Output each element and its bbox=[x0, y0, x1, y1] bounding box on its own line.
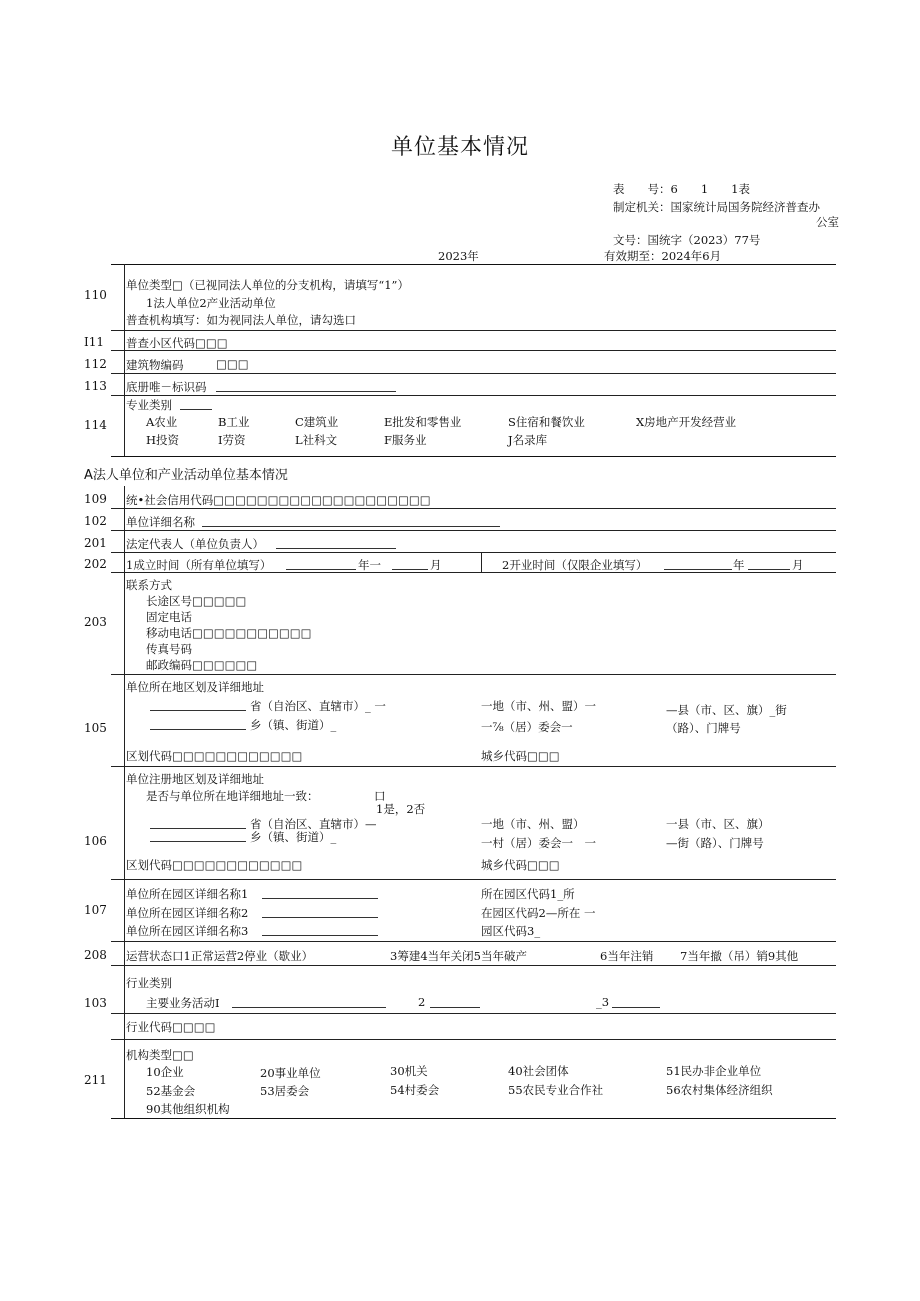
village-committee-label: 一⅞（居）委会一 bbox=[481, 720, 573, 734]
building-code-field[interactable]: □□□ bbox=[216, 357, 249, 371]
reg-township-label: 乡（镇、街道）_ bbox=[250, 830, 337, 844]
reg-village-committee-label: 一村（居）委会一 一 bbox=[481, 836, 596, 850]
established-date-label: 1成立时间（所有单位填写） bbox=[126, 558, 272, 572]
reg-county-label: 一县（市、区、旗） bbox=[666, 817, 770, 831]
row-divider bbox=[111, 965, 836, 966]
row-number-112: 112 bbox=[84, 357, 107, 371]
form-number: 表 号：6 1 1表 bbox=[613, 182, 750, 196]
reg-division-code-field[interactable]: 区划代码□□□□□□□□□□□□ bbox=[126, 858, 303, 872]
table-top-border bbox=[111, 264, 836, 265]
industry-category-label: 行业类别 bbox=[126, 976, 172, 990]
specialty-services: F服务业 bbox=[384, 433, 427, 447]
park-code-1-field[interactable]: 所在园区代码1_所 bbox=[481, 887, 575, 901]
same-address-question: 是否与单位所在地详细地址一致： bbox=[146, 789, 319, 803]
reg-province-field[interactable] bbox=[150, 818, 246, 829]
park-name-3-label: 单位所在园区详细名称3 bbox=[126, 924, 249, 938]
unit-type-label: 单位类型□（已视同法人单位的分支机构，请填写“1”） bbox=[126, 278, 409, 292]
row-number-107: 107 bbox=[84, 903, 107, 917]
legal-representative-label: 法定代表人（单位负责人） bbox=[126, 537, 264, 551]
main-activity-1-field[interactable] bbox=[232, 997, 386, 1008]
specialty-labor: I劳资 bbox=[218, 433, 246, 447]
row-divider bbox=[111, 530, 836, 531]
row-divider bbox=[111, 766, 836, 767]
legal-representative-field[interactable] bbox=[276, 538, 396, 549]
established-year-unit: 年一 bbox=[358, 558, 381, 572]
province-label: 省（自治区、直辖市）_ 一 bbox=[250, 699, 386, 713]
specialty-construction: C建筑业 bbox=[295, 415, 339, 429]
operating-status-options-2: 3筹建4当年关闭5当年破产 bbox=[390, 949, 527, 963]
park-name-1-field[interactable] bbox=[262, 888, 378, 899]
row-number-105: 105 bbox=[84, 721, 107, 735]
row-number-203: 203 bbox=[84, 615, 107, 629]
issuing-authority-cont: 公室 bbox=[816, 215, 839, 229]
area-code-field[interactable]: 长途区号□□□□□ bbox=[146, 594, 247, 608]
park-code-2-field[interactable]: 在园区代码2—所在 一 bbox=[481, 906, 596, 920]
specialty-category-label: 专业类别 bbox=[126, 398, 172, 412]
number-column-divider bbox=[124, 264, 125, 456]
specialty-real-estate: X房地产开发经营业 bbox=[636, 415, 737, 429]
institution-government: 30机关 bbox=[390, 1064, 428, 1078]
prefecture-label: 一地（市、州、盟）一 bbox=[481, 699, 596, 713]
operating-status-options-4: 7当年撤（吊）销9其他 bbox=[680, 949, 799, 963]
established-year-field[interactable] bbox=[286, 559, 356, 570]
row-divider bbox=[111, 330, 836, 331]
institution-social-group: 40社会团体 bbox=[508, 1064, 569, 1078]
page-title: 单位基本情况 bbox=[390, 135, 529, 160]
census-agency-note[interactable]: 普查机构填写：如为视同法人单位，请勾选口 bbox=[126, 313, 356, 327]
specialty-wholesale-retail: E批发和零售业 bbox=[384, 415, 462, 429]
institution-public-institution: 20事业单位 bbox=[260, 1066, 321, 1080]
fax-field[interactable]: 传真号码 bbox=[146, 642, 192, 656]
row-number-110: 110 bbox=[84, 288, 107, 302]
county-street-label: —县（市、区、旗）_街 bbox=[666, 703, 787, 717]
institution-village-committee: 54村委会 bbox=[390, 1083, 440, 1097]
park-code-3-field[interactable]: 园区代码3_ bbox=[481, 924, 541, 938]
township-field[interactable] bbox=[150, 719, 246, 730]
landline-field[interactable]: 固定电话 bbox=[146, 610, 192, 624]
credit-code-field[interactable]: 统•社会信用代码□□□□□□□□□□□□□□□□□□□□ bbox=[126, 493, 431, 507]
park-name-1-label: 单位所在园区详细名称1 bbox=[126, 887, 249, 901]
opening-date-label: 2开业时间（仅限企业填写） bbox=[502, 558, 648, 572]
issuing-authority: 制定机关：国家统计局国务院经济普查办 bbox=[613, 200, 820, 214]
mobile-field[interactable]: 移动电话□□□□□□□□□□□ bbox=[146, 626, 312, 640]
institution-other: 90其他组织机构 bbox=[146, 1102, 230, 1116]
contact-label: 联系方式 bbox=[126, 578, 172, 592]
institution-residents-committee: 53居委会 bbox=[260, 1084, 310, 1098]
section-a-heading: A法人单位和产业活动单位基本情况 bbox=[84, 468, 288, 483]
row-number-103: 103 bbox=[84, 996, 107, 1010]
main-activity-2-label: 2 bbox=[418, 995, 426, 1009]
form-year: 2023年 bbox=[438, 249, 479, 263]
row-divider bbox=[111, 395, 836, 396]
township-label: 乡（镇、街道）_ bbox=[250, 718, 337, 732]
table-bottom-border-lower bbox=[111, 1118, 836, 1119]
unit-type-options: 1法人单位2产业活动单位 bbox=[146, 296, 276, 310]
same-address-options: 1是，2否 bbox=[376, 802, 426, 816]
row-divider bbox=[111, 552, 836, 553]
unique-id-field[interactable] bbox=[216, 381, 396, 392]
institution-farmer-cooperative: 55农民专业合作社 bbox=[508, 1083, 604, 1097]
table-bottom-border bbox=[111, 456, 836, 457]
document-number: 文号：国统字（2023）77号 bbox=[613, 233, 761, 247]
institution-foundation: 52基金会 bbox=[146, 1084, 196, 1098]
specialty-accommodation: S住宿和餐饮业 bbox=[508, 415, 585, 429]
opening-month-field[interactable] bbox=[748, 559, 790, 570]
reg-province-label: 省（自治区、直辖市）— bbox=[250, 817, 377, 831]
institution-rural-collective: 56农村集体经济组织 bbox=[666, 1083, 773, 1097]
park-name-2-field[interactable] bbox=[262, 907, 378, 918]
row-divider bbox=[111, 373, 836, 374]
institution-type-field[interactable]: 机构类型□□ bbox=[126, 1048, 194, 1062]
reg-urban-rural-code-field[interactable]: 城乡代码□□□ bbox=[481, 858, 560, 872]
row-divider bbox=[111, 674, 836, 675]
row-divider bbox=[111, 941, 836, 942]
province-field[interactable] bbox=[150, 700, 246, 711]
opening-month-unit: 月 bbox=[792, 558, 804, 572]
park-name-3-field[interactable] bbox=[262, 925, 378, 936]
row-number-102: 102 bbox=[84, 514, 107, 528]
row-divider bbox=[111, 508, 836, 509]
cell-divider bbox=[481, 552, 482, 572]
row-divider bbox=[111, 350, 836, 351]
specialty-directory: J名录库 bbox=[508, 433, 548, 447]
urban-rural-code-field[interactable]: 城乡代码□□□ bbox=[481, 749, 560, 763]
main-activity-1-label: 主要业务活动Ⅰ bbox=[146, 996, 220, 1010]
unit-name-field[interactable] bbox=[202, 516, 500, 527]
road-house-number-label: （路）、门牌号 bbox=[666, 721, 741, 735]
unit-name-label: 单位详细名称 bbox=[126, 515, 195, 529]
location-address-label: 单位所在地区划及详细地址 bbox=[126, 680, 264, 694]
row-number-211: 211 bbox=[84, 1073, 107, 1087]
row-number-201: 201 bbox=[84, 536, 107, 550]
specialty-social-science: L社科文 bbox=[295, 433, 338, 447]
reg-prefecture-label: 一地（市、州、盟） bbox=[481, 817, 585, 831]
row-number-111: I11 bbox=[84, 335, 105, 349]
institution-enterprise: 10企业 bbox=[146, 1065, 184, 1079]
reg-township-field[interactable] bbox=[150, 831, 246, 842]
row-number-208: 208 bbox=[84, 948, 107, 962]
specialty-investment: H投资 bbox=[146, 433, 180, 447]
main-activity-3-field[interactable] bbox=[612, 997, 660, 1008]
registered-address-label: 单位注册地区划及详细地址 bbox=[126, 772, 264, 786]
main-activity-2-field[interactable] bbox=[430, 997, 480, 1008]
operating-status-field[interactable]: 运营状态口1正常运营2停业（歇业） bbox=[126, 949, 314, 963]
institution-private-nonprofit: 51民办非企业单位 bbox=[666, 1064, 762, 1078]
established-month-field[interactable] bbox=[392, 559, 428, 570]
row-divider bbox=[111, 572, 836, 573]
number-column-divider-lower bbox=[124, 486, 125, 1118]
row-number-113: 113 bbox=[84, 379, 107, 393]
row-divider bbox=[111, 1013, 836, 1014]
same-address-checkbox[interactable]: 口 bbox=[374, 789, 386, 803]
established-month-unit: 月 bbox=[430, 558, 442, 572]
reg-street-label: —街（路）、门牌号 bbox=[666, 836, 764, 850]
building-code-label: 建筑物编码 bbox=[126, 358, 184, 372]
census-area-code-field[interactable]: 普查小区代码□□□ bbox=[126, 336, 228, 350]
industry-code-field[interactable]: 行业代码□□□□ bbox=[126, 1020, 216, 1034]
row-number-109: 109 bbox=[84, 492, 107, 506]
opening-year-unit: 年 bbox=[733, 558, 745, 572]
row-divider bbox=[111, 1039, 836, 1040]
unique-id-label: 底册唯－标识码 bbox=[126, 380, 207, 394]
postal-code-field[interactable]: 邮政编码□□□□□□ bbox=[146, 658, 258, 672]
row-number-106: 106 bbox=[84, 834, 107, 848]
opening-year-field[interactable] bbox=[664, 559, 732, 570]
row-number-202: 202 bbox=[84, 557, 107, 571]
division-code-field[interactable]: 区划代码□□□□□□□□□□□□ bbox=[126, 749, 303, 763]
row-number-114: 114 bbox=[84, 418, 107, 432]
specialty-agriculture: A农业 bbox=[146, 415, 178, 429]
park-name-2-label: 单位所在园区详细名称2 bbox=[126, 906, 249, 920]
row-divider bbox=[111, 879, 836, 880]
specialty-industry: B工业 bbox=[218, 415, 250, 429]
main-activity-3-label: _3 bbox=[596, 995, 610, 1009]
operating-status-options-3: 6当年注销 bbox=[600, 949, 654, 963]
specialty-category-field[interactable] bbox=[180, 399, 212, 410]
valid-until: 有效期至：2024年6月 bbox=[604, 249, 722, 263]
